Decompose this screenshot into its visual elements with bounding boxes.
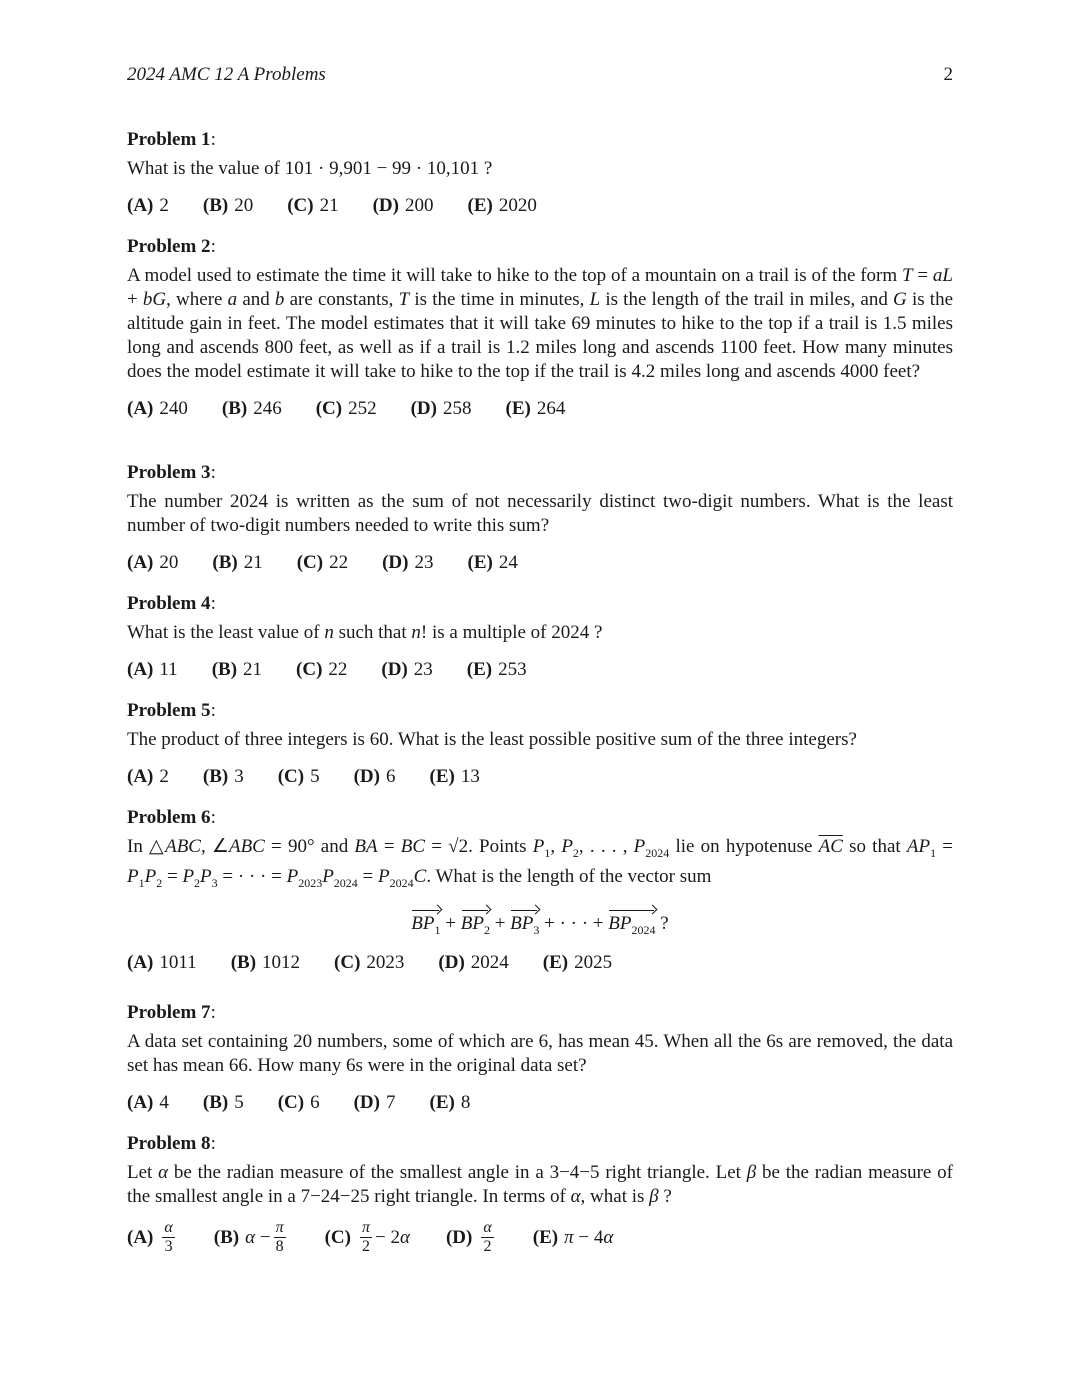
problem-5 (127, 699, 953, 789)
choice-b: (B) 21 (212, 552, 263, 573)
page-number: 2 (943, 64, 953, 85)
problem-text: The number 2024 is written as the sum of not necessarily distinct two-digit numbers. What is the least number of two-digit numbers needed to write this sum? (127, 491, 953, 536)
problem-1 (127, 128, 953, 218)
problem-2 (127, 235, 953, 421)
problem-text: The product of three integers is 60. What is the least possible positive sum of the three integers? (127, 729, 857, 750)
problem-title: Problem 3: (127, 462, 216, 483)
choice-a: (A) 240 (127, 398, 188, 419)
document-title: 2024 AMC 12 A Problems (127, 64, 326, 85)
choice-e: (E) 8 (429, 1092, 471, 1113)
choice-c: (C) $\frac{\pi}{2}$ − 2α (324, 1219, 410, 1255)
answer-choices (127, 551, 953, 575)
choice-b: (B) 3 (202, 766, 244, 787)
choice-a: (A) 20 (127, 552, 179, 573)
choice-d: (D) 23 (382, 552, 434, 573)
choice-e: (E) 13 (429, 766, 480, 787)
choice-d: (D) 23 (381, 659, 433, 680)
choice-c: (C) 22 (296, 659, 348, 680)
choice-e: (E) 24 (467, 552, 518, 573)
choice-e: (E) 2025 (542, 952, 613, 974)
choice-a: (A) 4 (127, 1092, 169, 1113)
choice-c: (C) 21 (287, 195, 339, 216)
problem-title: Problem 8: (127, 1133, 216, 1154)
problem-8 (127, 1132, 953, 1256)
choice-a: (A) $\frac{\alpha}{3}$ (127, 1219, 173, 1255)
choice-d: (D) 2024 (438, 952, 509, 974)
choice-d: (D) 6 (353, 766, 396, 787)
problem-title: Problem 2: (127, 236, 216, 257)
choice-b: (B) 1012 (230, 952, 301, 974)
choice-e: (E) 2020 (467, 195, 537, 216)
choice-b: (B) 5 (202, 1092, 244, 1113)
choice-d: (D) 7 (353, 1092, 396, 1113)
choice-d: (D) $\frac{\alpha}{2}$ (445, 1219, 492, 1255)
page-header (127, 64, 953, 90)
problem-title: Problem 5: (127, 700, 216, 721)
problem-text: What is the value of 101 · 9,901 − 99 · 10,101 ? (127, 158, 493, 179)
answer-choices (127, 194, 953, 218)
problem-7 (127, 1001, 953, 1115)
choice-c: (C) 5 (277, 766, 320, 787)
answer-choices (127, 765, 953, 789)
answer-choices (127, 951, 953, 975)
problem-title: Problem 7: (127, 1002, 216, 1023)
choice-b: (B) 21 (211, 659, 263, 680)
choice-c: (C) 22 (296, 552, 349, 573)
vector-sum-equation: $BP_1 + BP_2 + BP_3$ + · · · + $BP_{2024}$ ? (411, 912, 669, 937)
problem-4 (127, 592, 953, 682)
choice-d: (D) 200 (372, 195, 434, 216)
choice-a: (A) 11 (127, 659, 178, 680)
choice-e: (E) π − 4α (532, 1226, 614, 1248)
choice-c: (C) 6 (277, 1092, 320, 1113)
choice-c: (C) 2023 (334, 952, 405, 974)
problem-3 (127, 461, 953, 575)
problem-text: A data set containing 20 numbers, some of which are 6, has mean 45. When all the 6s are removed, the data set has mean 66. How many 6s were in the original data set? (127, 1031, 953, 1076)
problem-text: In △ABC, ∠ABC = 90° and BA = BC = √2. Points $P_1$, $P_2$, . . . , $P_{2024}$ lie on hypotenuse $\overline{AC}$ so that $AP_1 = P_1P_2 = P_2P_3$ = · · · = $P_{2023}P_{2024} = P_{2024}C$. What is the length of the vector sum (127, 836, 954, 890)
choice-a: (A) 1011 (127, 952, 197, 974)
answer-choices (127, 1091, 953, 1115)
answer-choices (127, 1219, 953, 1256)
problem-text: A model used to estimate the time it will take to hike to the top of a mountain on a trail is of the form T = aL + bG, where a and b are constants, T is the time in minutes, L is the length of the trail in miles, and G is the altitude gain in feet. The model estimates that it will take 69 minutes to hike to the top if a trail is 1.5 miles long and ascends 800 feet, as well as if a trail is 1.2 miles long and ascends 1100 feet. How many minutes does the model estimate it will take to hike to the top if the trail is 4.2 miles long and ascends 4000 feet? (127, 265, 953, 382)
choice-b: (B) 246 (221, 398, 282, 419)
problem-title: Problem 1: (127, 129, 216, 150)
problem-6 (127, 806, 953, 975)
problem-text: What is the least value of n such that n! is a multiple of 2024 ? (127, 622, 603, 643)
choice-b: (B) 20 (202, 195, 254, 216)
choice-a: (A) 2 (127, 195, 169, 216)
problem-title: Problem 6: (127, 807, 216, 828)
answer-choices (127, 397, 953, 421)
problem-text: Let α be the radian measure of the smallest angle in a 3−4−5 right triangle. Let β be the radian measure of the smallest angle in a 7−24−25 right triangle. In terms of α, what is β ? (127, 1162, 954, 1207)
choice-c: (C) 252 (315, 398, 377, 419)
choice-b: (B) α − $\frac{\pi}{8}$ (213, 1219, 284, 1255)
choice-a: (A) 2 (127, 766, 169, 787)
choice-e: (E) 264 (505, 398, 566, 419)
answer-choices (127, 658, 953, 682)
choice-d: (D) 258 (410, 398, 472, 419)
choice-e: (E) 253 (466, 659, 527, 680)
problem-title: Problem 4: (127, 593, 216, 614)
